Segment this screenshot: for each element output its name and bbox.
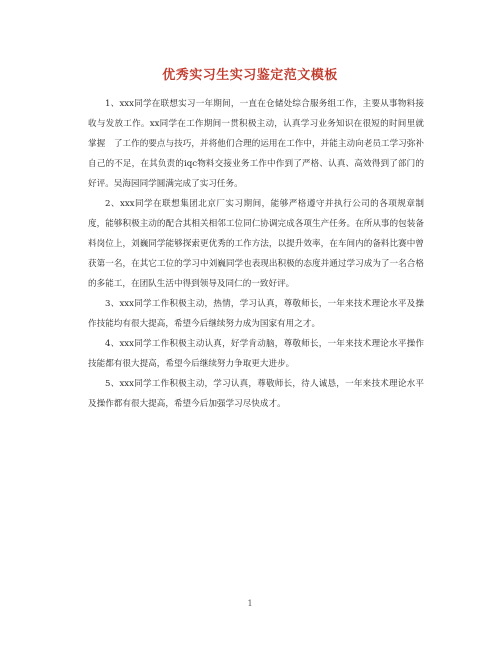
paragraph-3: 3、xxx同学工作积极主动，热情，学习认真，尊敬师长，一年来技术理论水平及操作技能均有很大提高，希望今后继续努力成为国家有用之才。 [88,299,424,329]
paragraph-1: 1、xxx同学在联想实习一年期间，一直在仓储处综合服务组工作，主要从事物料接收与发放工作。xx同学在工作期间一贯积极主动，认真学习业务知识在很短的时间里就掌握 了工作的要点与技巧，并将他们合理的运用在工作中，并能主动向老员工学习弥补自己的不足，在其负责的iqc物料交接业务工作中作到了严格、认真、高效得到了部门的好评。吴海园同学圆满完成了实习任务。 [88,99,424,189]
document-title: 优秀实习生实习鉴定范文模板 [162,68,338,83]
paragraph-2: 2、xxx同学在联想集团北京厂实习期间，能够严格遵守并执行公司的各项规章制度，能够积极主动的配合其相关相邻工位同仁协调完成各项生产任务。在所从事的包装备料岗位上，刘巍同学能够探索更优秀的工作方法，以提升效率，在车间内的备料比赛中曾获第一名，在其它工位的学习中刘巍同学也表现出积极的态度并通过学习成为了一名合格的多能工，在团队生活中得到领导及同仁的一致好评。 [88,199,424,289]
paragraph-4: 4、xxx同学工作积极主动认真，好学肯动脑，尊敬师长，一年来技术理论水平操作技能都有很大提高，希望今后继续努力争取更大进步。 [88,339,424,369]
paragraph-5: 5、xxx同学工作积极主动，学习认真，尊敬师长，待人诚恳，一年来技术理论水平及操作都有很大提高，希望今后加强学习尽快成才。 [88,379,424,409]
page-number: 1 [247,599,253,608]
document-body [88,94,424,414]
